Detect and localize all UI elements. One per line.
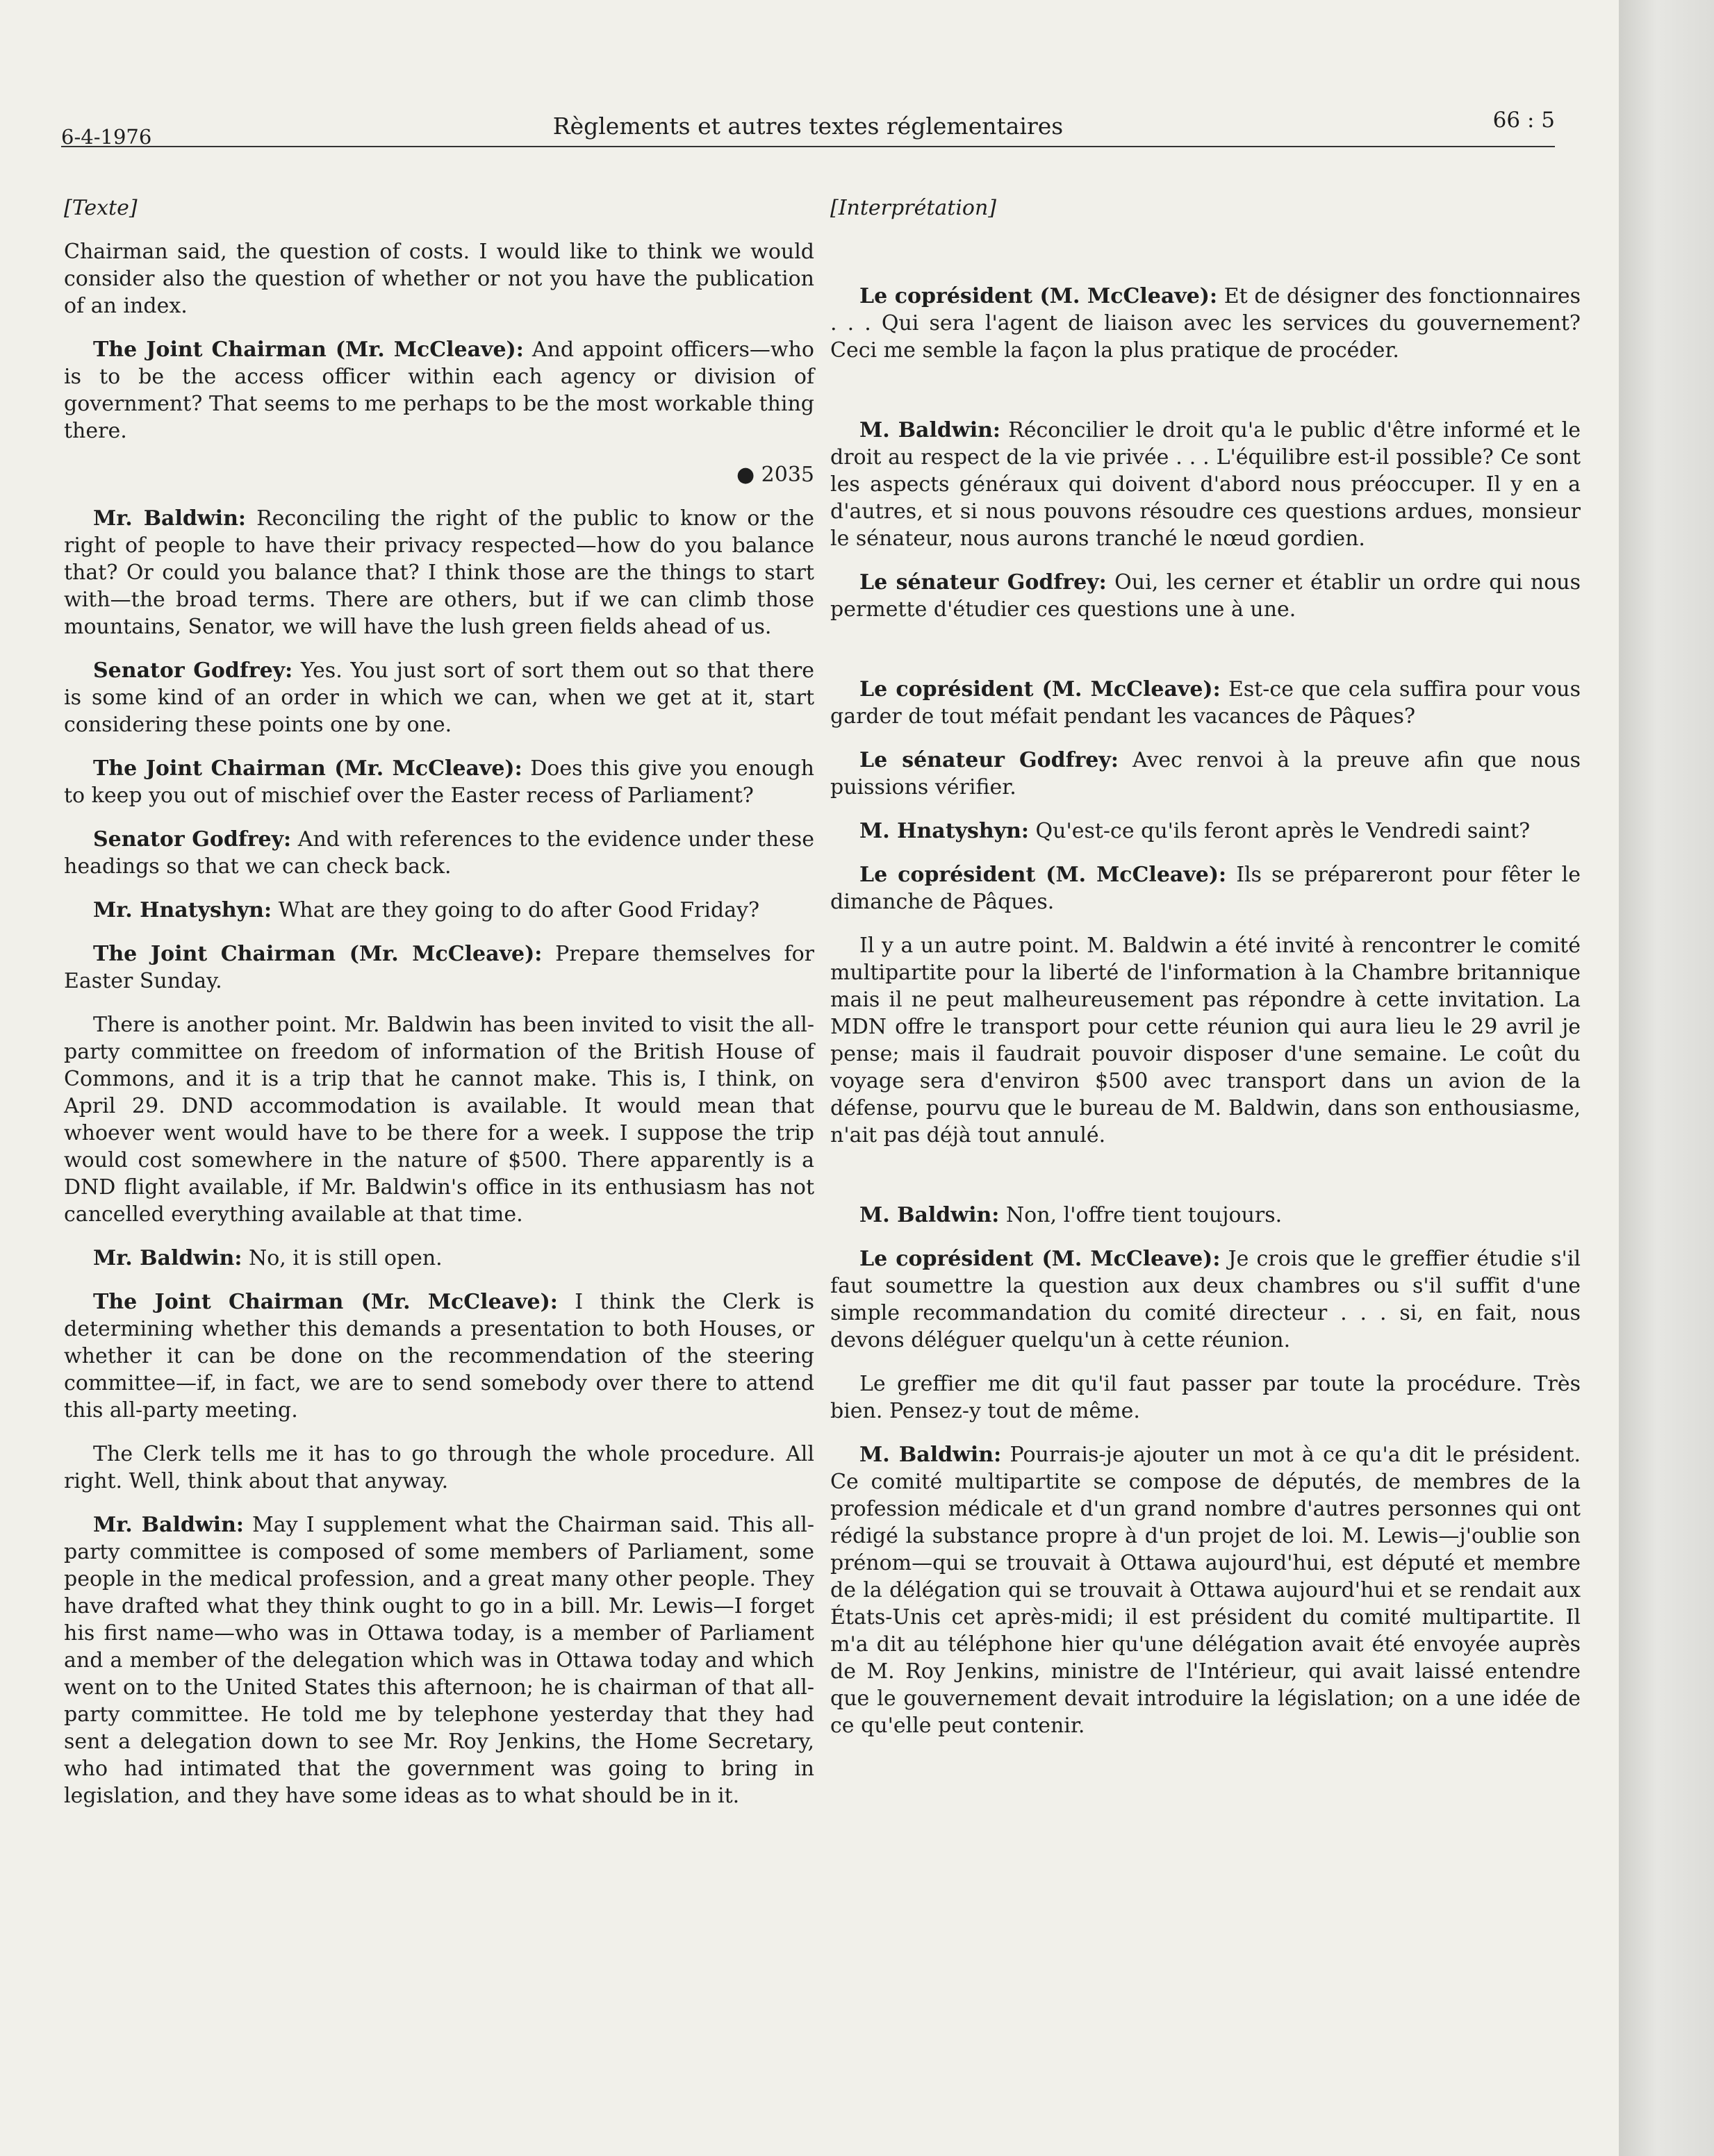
paragraph: The Joint Chairman (Mr. McCleave): Prepare themselves for Easter Sunday. — [64, 942, 814, 993]
paragraph: Mr. Hnatyshyn: What are they going to do after Good Friday? — [93, 898, 760, 922]
paragraph: M. Hnatyshyn: Qu'est-ce qu'ils feront après le Vendredi saint? — [859, 819, 1531, 843]
spacer — [830, 238, 1581, 283]
speaker: M. Baldwin: — [859, 418, 1000, 442]
speaker: The Joint Chairman (Mr. McCleave): — [93, 1290, 558, 1314]
time-marker: ● 2035 — [736, 463, 814, 487]
paragraph: The Clerk tells me it has to go through the whole procedure. All right. Well, think about that anyway. — [64, 1442, 814, 1493]
speaker: The Joint Chairman (Mr. McCleave): — [93, 942, 543, 966]
speaker: Le sénateur Godfrey: — [859, 570, 1107, 595]
running-header — [61, 104, 1555, 149]
speaker: Senator Godfrey: — [93, 658, 293, 683]
french-column — [830, 194, 1581, 1756]
paragraph: The Joint Chairman (Mr. McCleave): I think the Clerk is determining whether this demands a presentation to both Houses, or whether it can be done on the recommendation of the steering committee—if, in fact, we are to send somebody over there to attend this all-party meeting. — [64, 1290, 814, 1423]
paragraph: Senator Godfrey: Yes. You just sort of sort them out so that there is some kind of an order in which we can, when we get at it, start considering these points one by one. — [64, 658, 814, 737]
paragraph: Mr. Baldwin: Reconciling the right of the public to know or the right of people to have their privacy respected—how do you balance that? Or could you balance that? I think those are the things to start with—the broad terms. There are others, but if we can climb those mountains, Senator, we will have the lush green fields ahead of us. — [64, 506, 814, 639]
speaker: M. Baldwin: — [859, 1443, 1002, 1467]
paragraph: Le coprésident (M. McCleave): Et de désigner des fonctionnaires . . . Qui sera l'agent de liaison avec les services du gouvernement? Ceci me semble la façon la plus pratique de procéder. — [830, 284, 1581, 363]
speaker: Mr. Baldwin: — [93, 1513, 244, 1537]
paragraph: Le coprésident (M. McCleave): Ils se prépareront pour fêter le dimanche de Pâques. — [830, 863, 1581, 914]
speaker: Le coprésident (M. McCleave): — [859, 1247, 1221, 1271]
paragraph: M. Baldwin: Réconcilier le droit qu'a le public d'être informé et le droit au respect de la vie privée . . . L'équilibre est-il possible? Ce sont les aspects généraux qui doivent d'abord nous préoccuper. Il y en a d'autres, et si nous pouvons résoudre ces questions ardues, monsieur le sénateur, nous aurons tranché le nœud gordien. — [830, 418, 1581, 551]
speaker: Le coprésident (M. McCleave): — [859, 677, 1221, 702]
paragraph: Le coprésident (M. McCleave): Je crois que le greffier étudie s'il faut soumettre la question aux deux chambres ou s'il suffit d'une simple recommandation du comité directeur . . . si, en fait, nous devons déléguer quelqu'un à cette réunion. — [830, 1247, 1581, 1352]
spacer — [830, 1166, 1581, 1202]
paragraph: The Joint Chairman (Mr. McCleave): And appoint officers—who is to be the access officer within each agency or division of government? That seems to me perhaps to be the most workable thing there. — [64, 338, 814, 443]
paragraph: Il y a un autre point. M. Baldwin a été invité à rencontrer le comité multipartite pour la liberté de l'information à la Chambre britannique mais il ne peut malheureusement pas répondre à cette invitation. La MDN offre le transport pour cette réunion qui aura lieu le 29 avril je pense; mais il faudrait pouvoir disposer d'une semaine. Le coût du voyage sera d'environ $500 avec transport dans un avion de la défense, pourvu que le bureau de M. Baldwin, dans son enthousiasme, n'ait pas déjà tout annulé. — [830, 934, 1581, 1147]
french-marker: [Interprétation] — [830, 196, 997, 220]
paragraph: Senator Godfrey: And with references to the evidence under these headings so that we can check back. — [64, 827, 814, 879]
speaker: M. Hnatyshyn: — [859, 819, 1029, 843]
header-rule — [61, 146, 1555, 147]
paragraph: Le sénateur Godfrey: Oui, les cerner et établir un ordre qui nous permette d'étudier ces questions une à une. — [830, 570, 1581, 622]
paragraph: M. Baldwin: Non, l'offre tient toujours. — [859, 1203, 1283, 1227]
speaker: Mr. Baldwin: — [93, 1246, 242, 1270]
paragraph: Chairman said, the question of costs. I would like to think we would consider also the question of whether or not you have the publication of an index. — [64, 240, 814, 318]
paragraph: Mr. Baldwin: No, it is still open. — [93, 1246, 443, 1270]
header-title: Règlements et autres textes réglementaires — [552, 113, 1064, 140]
speaker: The Joint Chairman (Mr. McCleave): — [93, 338, 524, 362]
speaker: Le coprésident (M. McCleave): — [859, 284, 1218, 308]
english-marker: [Texte] — [64, 196, 138, 220]
paragraph: Le greffier me dit qu'il faut passer par toute la procédure. Très bien. Pensez-y tout de même. — [830, 1372, 1581, 1423]
paragraph: M. Baldwin: Pourrais-je ajouter un mot à ce qu'a dit le président. Ce comité multipartite se compose de députés, de membres de la profession médicale et d'un grand nombre d'autres personnes qui ont rédigé la substance propre à d'un projet de loi. M. Lewis—j'oublie son prénom—qui se trouvait à Ottawa aujourd'hui, est député et membre de la délégation qui se trouvait à Ottawa aujourd'hui et se rendait aux États-Unis cet après-midi; il est président du comité multipartite. Il m'a dit au téléphone hier qu'une délégation avait été envoyée auprès de M. Roy Jenkins, ministre de l'Intérieur, qui avait laissé entendre que le gouvernement devait introduire la législation; on a une idée de ce qu'elle peut contenir. — [830, 1443, 1581, 1738]
speaker: Le coprésident (M. McCleave): — [859, 863, 1227, 887]
speaker: Mr. Hnatyshyn: — [93, 898, 272, 922]
speaker: Mr. Baldwin: — [93, 506, 246, 531]
speaker: The Joint Chairman (Mr. McCleave): — [93, 756, 522, 781]
paragraph: Mr. Baldwin: May I supplement what the Chairman said. This all-party committee is composed of some members of Parliament, some people in the medical profession, and a great many other people. They have drafted what they think ought to go in a bill. Mr. Lewis—I forget his first name—who was in Ottawa today, is a member of Parliament and a member of the delegation which was in Ottawa today and which went on to the United States this afternoon; he is chairman of that all-party committee. He told me by telephone yesterday that they had sent a delegation down to see Mr. Roy Jenkins, the Home Secretary, who had intimated that the government was going to bring in legislation, and they have some ideas as to what should be in it. — [64, 1513, 814, 1808]
paragraph: There is another point. Mr. Baldwin has been invited to visit the all-party committee on freedom of information of the British House of Commons, and it is a trip that he cannot make. This is, I think, on April 29. DND accommodation is available. It would mean that whoever went would have to be there for a week. I suppose the trip would cost somewhere in the nature of $500. There apparently is a DND flight available, if Mr. Baldwin's office in its enthusiasm has not cancelled everything available at that time. — [64, 1013, 814, 1227]
english-column — [64, 194, 814, 1826]
header-page-number: 66 : 5 — [1492, 108, 1555, 133]
spacer — [830, 381, 1581, 417]
spacer — [830, 640, 1581, 676]
page-edge — [1619, 0, 1714, 2156]
speaker: Le sénateur Godfrey: — [859, 748, 1119, 772]
paragraph: Le sénateur Godfrey: Avec renvoi à la preuve afin que nous puissions vérifier. — [830, 748, 1581, 799]
header-date: 6-4-1976 — [61, 125, 152, 149]
speaker: M. Baldwin: — [859, 1203, 1000, 1227]
paragraph: The Joint Chairman (Mr. McCleave): Does this give you enough to keep you out of mischief over the Easter recess of Parliament? — [64, 756, 814, 808]
speaker: Senator Godfrey: — [93, 827, 292, 852]
paragraph: Le coprésident (M. McCleave): Est-ce que cela suffira pour vous garder de tout méfait pendant les vacances de Pâques? — [830, 677, 1581, 729]
